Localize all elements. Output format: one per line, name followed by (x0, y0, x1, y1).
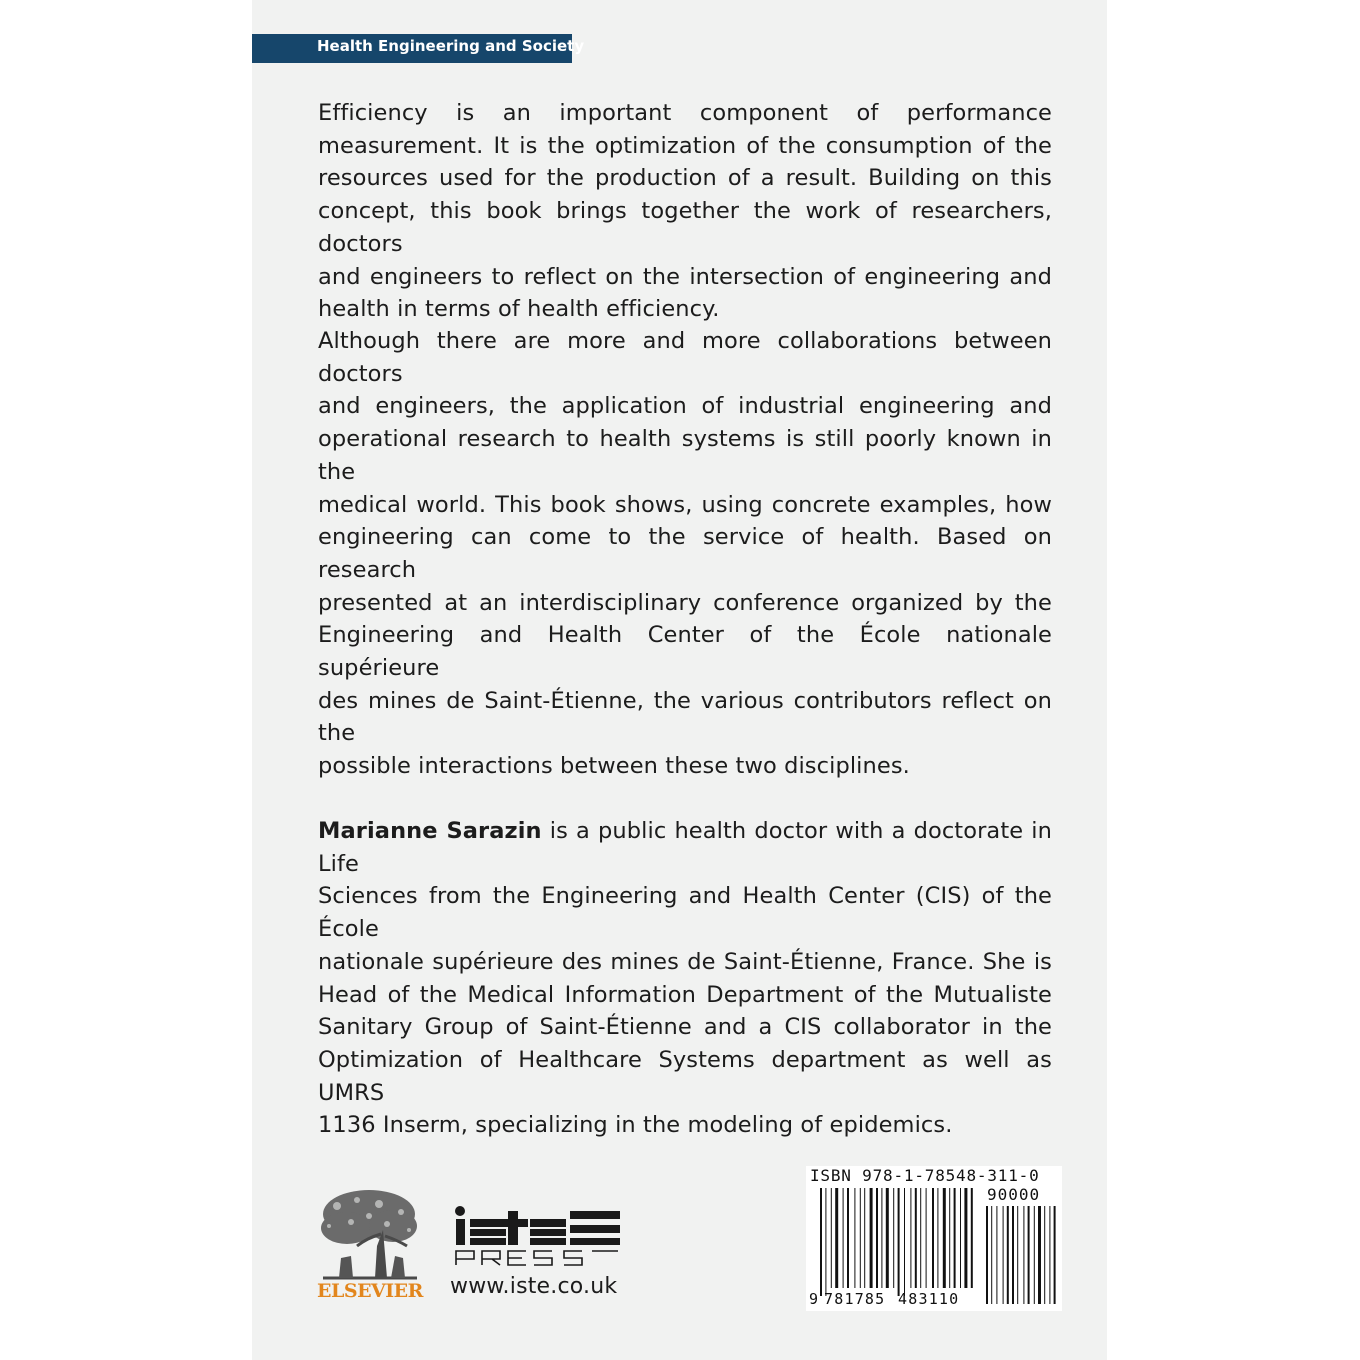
addon-bar (1007, 1206, 1009, 1304)
addon-bar (991, 1206, 992, 1304)
barcode-bar (904, 1188, 905, 1296)
price-addon: 90000 (987, 1185, 1041, 1204)
barcode-bar (847, 1188, 849, 1288)
barcode-bar (876, 1188, 878, 1288)
barcode-bar (910, 1188, 911, 1288)
paragraph-1-line: concept, this book brings together the work of researchers, doctors (318, 198, 1052, 257)
barcode-bar (898, 1188, 900, 1296)
barcode-bar (864, 1188, 865, 1288)
paragraph-2-line: des mines de Saint-Étienne, the various contributors reflect on the (318, 687, 1052, 747)
author-bio-first-line-text: is a public health doctor with a doctorate in Life (318, 818, 1053, 877)
barcode-bar (949, 1188, 950, 1288)
author-bio-line: Head of the Medical Information Department of the Mutualiste (318, 981, 1052, 1008)
ean-lead-digit: 9 (809, 1290, 819, 1308)
barcode-bar (870, 1188, 873, 1288)
author-bio-lines (318, 880, 1052, 1142)
addon-bar (1028, 1206, 1030, 1304)
addon-bar (1044, 1206, 1045, 1304)
barcode-bar (835, 1188, 838, 1288)
paragraph-2-line: engineering can come to the service of health. Based on research (318, 524, 1052, 583)
barcode-bar (915, 1188, 917, 1288)
paragraph-2-line: Engineering and Health Center of the École nationale supérieure (318, 622, 1052, 682)
isbn-label: ISBN 978-1-78548-311-0 (810, 1166, 1040, 1185)
addon-bar (986, 1206, 988, 1304)
addon-bar (1049, 1206, 1050, 1304)
series-banner (252, 34, 585, 63)
ean-right-digits: 483110 (898, 1290, 960, 1308)
paragraph-1-line: health in terms of health efficiency. (318, 296, 720, 323)
paragraph-2-line: medical world. This book shows, using concrete examples, how (318, 491, 1052, 518)
author-bio-line: nationale supérieure des mines de Saint-Étienne, France. She is (318, 948, 1052, 975)
addon-bar (1017, 1206, 1018, 1304)
barcode-bar (954, 1188, 956, 1288)
author-bio (318, 815, 1052, 1142)
author-bio-line: Sanitary Group of Saint-Étienne and a CIS collaborator in the (318, 1014, 1052, 1041)
barcode-bar (960, 1188, 961, 1288)
barcode-bar (964, 1188, 967, 1288)
paragraph-2-line: Although there are more and more collaborations between doctors (318, 328, 1052, 387)
paragraph-2-line: possible interactions between these two disciplines. (318, 753, 910, 780)
barcode-bar (926, 1188, 927, 1288)
paragraph-2-line: and engineers, the application of industrial engineering and (318, 393, 1052, 420)
addon-bar (1038, 1206, 1041, 1304)
addon-bar (1003, 1206, 1004, 1304)
paragraph-1-line: Efficiency is an important component of performance (318, 100, 1052, 126)
author-bio-line: 1136 Inserm, specializing in the modeling of epidemics. (318, 1112, 953, 1139)
author-name: Marianne Sarazin (318, 818, 542, 844)
barcode-bar (831, 1188, 832, 1288)
paragraph-1-line: resources used for the production of a result. Building on this (318, 165, 1052, 192)
author-bio-line: Sciences from the Engineering and Health Center (CIS) of the École (318, 883, 1052, 943)
iste-website-link: www.iste.co.uk (450, 1274, 618, 1299)
paragraph-2-line: operational research to health systems is still poorly known in the (318, 426, 1052, 485)
barcode-bar (937, 1188, 938, 1288)
addon-bar (1054, 1206, 1056, 1304)
barcode-bar (943, 1188, 946, 1288)
iste-press-logo (452, 1203, 622, 1269)
paragraph-1-line: measurement. It is the optimization of the consumption of the (318, 132, 1052, 159)
barcode-bar (932, 1188, 934, 1288)
barcode-bar (971, 1188, 973, 1288)
barcode-bar (854, 1188, 855, 1288)
addon-bar (1034, 1206, 1035, 1304)
barcode-bar (920, 1188, 921, 1288)
description-paragraph-2 (318, 325, 1052, 783)
author-bio-line: Optimization of Healthcare Systems department as well as UMRS (318, 1046, 1052, 1106)
author-bio-first-line (318, 815, 1052, 880)
barcode-bar (893, 1188, 894, 1288)
barcode-bar (886, 1188, 889, 1288)
paragraph-2-line: presented at an interdisciplinary conference organized by the (318, 589, 1052, 616)
barcode-bar (843, 1188, 844, 1288)
series-title: Health Engineering and Society (317, 37, 585, 55)
description-paragraph-1 (318, 97, 1052, 326)
barcode-bar (820, 1188, 822, 1296)
addon-bar (1023, 1206, 1024, 1304)
paragraph-1-line: and engineers to reflect on the intersection of engineering and (318, 263, 1052, 290)
addon-bar (996, 1206, 997, 1304)
addon-bar (1012, 1206, 1014, 1304)
ean-left-digits: 781785 (824, 1290, 886, 1308)
elsevier-wordmark: ELSEVIER (317, 1280, 423, 1302)
barcode-bar (881, 1188, 882, 1288)
barcode-bar (825, 1188, 826, 1296)
barcode-bar (860, 1188, 861, 1288)
